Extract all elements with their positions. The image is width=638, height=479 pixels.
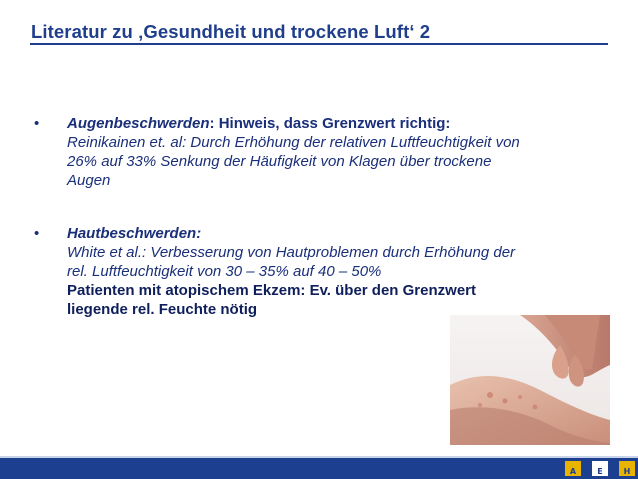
footer-bar [0,458,638,479]
title-underline [30,43,608,45]
skin-scratching-photo [450,315,610,445]
bullet-heading: Hautbeschwerden: [67,225,202,242]
bullet-heading-suffix: : Hinweis, dass Grenzwert richtig: [209,115,451,132]
bullet-bold-line: liegende rel. Feuchte nötig [67,301,258,318]
bullet-marker: • [34,225,40,242]
bullet-hautbeschwerden [67,224,612,319]
logo-letter-a: A [565,461,581,476]
bullet-text-line: White et al.: Verbesserung von Hautproblemen durch Erhöhung der [67,244,516,261]
bullet-marker: • [34,115,40,132]
aeh-logo [562,458,638,479]
slide-title: Literatur zu ‚Gesundheit und trockene Luft‘ 2 [31,21,431,42]
logo-letter-h: H [619,461,635,476]
bullet-text-line: 26% auf 33% Senkung der Häufigkeit von Klagen über trockene [67,153,492,170]
hands-illustration [450,315,610,445]
bullet-text-line: Augen [67,172,111,189]
bullet-heading: Augenbeschwerden [67,115,210,132]
logo-letter-e: E [592,461,608,476]
bullet-heading-line [67,114,612,133]
bullet-text-line: rel. Luftfeuchtigkeit von 30 – 35% auf 40 – 50% [67,263,382,280]
bullet-bold-line: Patienten mit atopischem Ekzem: Ev. über den Grenzwert [67,282,476,299]
bullet-text-line: Reinikainen et. al: Durch Erhöhung der relativen Luftfeuchtigkeit von [67,134,520,151]
bullet-augenbeschwerden [67,114,612,190]
